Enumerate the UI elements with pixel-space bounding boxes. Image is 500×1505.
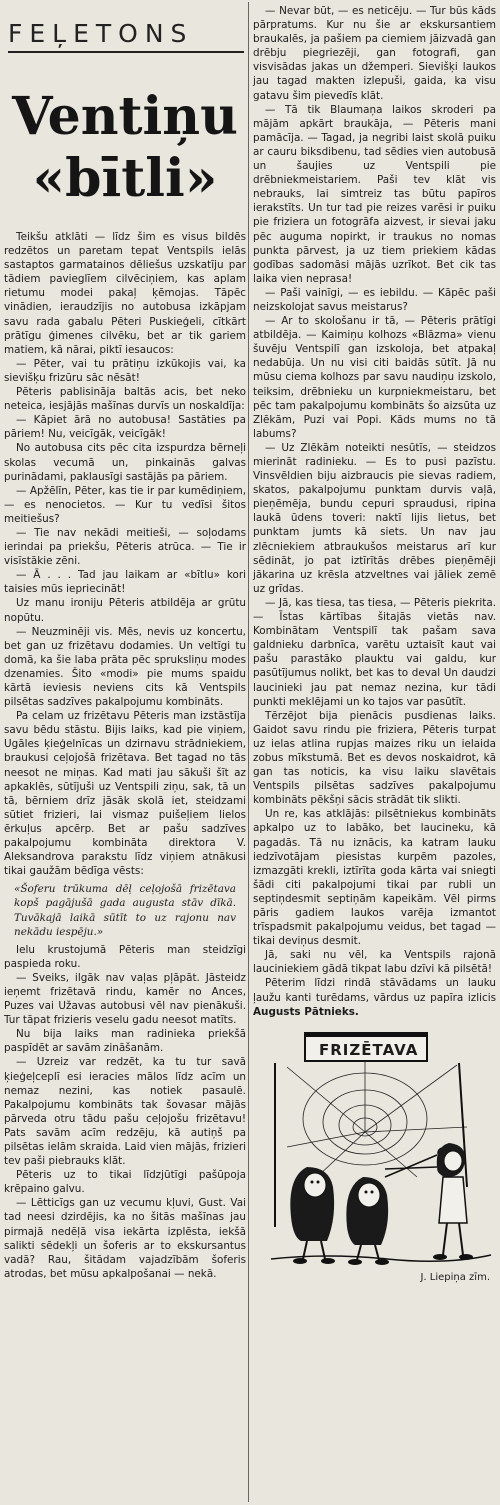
paragraph: Jā, saki nu vēl, ka Ventspils rajonā lauciniekiem gādā tikpat labu dzīvi kā pilsētā! <box>253 949 496 976</box>
paragraph: — Sveiks, ilgāk nav vaļas pļāpāt. Jāsteidz ieņemt frizētavā rindu, kamēr no Ances, Puzes vai Užavas autobusi vēl nav pienākuši. Tur tāpat frizieris veselu gadu neesot matīts. <box>4 971 246 1027</box>
paragraph: — Tā tik Blaumaņa laikos skroderi pa mājām apkārt braukāja, — Pēteris mani pamācīja. — Tagad, ja negribi laist skolā puiku ar cauru biksdibenu, tad sēdies vien autobusā un šaujies uz Ventspili pie drēbniekmeistariem. Paši tev klāt vis nebrauks, lai simtreiz tas būtu papīros ierakstīts. Un tur tad pie reizes varēsi ir puiku pie friziera un fotogrāfa aizvest, ir sievai jaku pēc auguma nopirkt, ir traukus no nomas punkta pārvest, ja uz tiem priekiem kādas godības sadomāsi mājās uzrīkot. Bet cik tas laika vien neprasa! <box>253 103 496 285</box>
headline-line-1: Ventiņu <box>12 86 238 147</box>
column-divider <box>248 2 249 1502</box>
paragraph: Uz manu ironiju Pēteris atbildēja ar grūtu nopūtu. <box>4 597 246 624</box>
quoted-letter: «Šoferu trūkuma dēļ ceļojošā frizētava kopš pagājušā gada augusta stāv dīkā. Tuvākajā laikā sūtīt to uz rajonu nav nekādu iespēju.» <box>14 883 236 938</box>
cartoon-sign: FRIZĒTAVA <box>319 1040 419 1059</box>
rubric-rule <box>8 51 244 53</box>
cartoon-drawing <box>267 1027 493 1270</box>
paragraph: — Uz Zlēkām noteikti nesūtīs, — steidzos mierināt radinieku. — Es to pusi pazīstu. Vinsvēldien biju aizbraucis pie sievas radiem, skatos, pakalpojumu punktam durvis vaļā, pieņēmēja, bundu cepuri spraudusi, ripina laukā ūdens toveri: naktī lijis lietus, bet punktam jumts kā siets. Un nav jau zlēcniekiem atbraukušos meistarus arī kur sēdināt, jo pat iztīrītās drēbes pieņēmēji jākarina uz krēsla atzveltnes vai jāliek zemē uz grīdas. <box>253 441 496 595</box>
paragraph: No autobusa cits pēc cita izspurdza bērneļi skolas vecumā un, pinkainās galvas purinādami, paklausīgi sastājās pa pāriem. <box>4 442 246 483</box>
paragraph: — Nevar būt, — es neticēju. — Tur būs kāds pārpratums. Kur nu šie ar ekskursantiem braukalēs, ja pašiem pa ciemiem jāizvadā gan drēbju piegriezēji, gan fotografi, gan visvisādas jakas un džemperi. Sievišķi laukos jau tagad makten izlepuši, gaida, ka visu gatavu šim pievedīs klāt. <box>253 5 496 102</box>
paragraph: — Ā . . . Tad jau laikam ar «bītlu» kori taisies mūs iepriecināt! <box>4 569 246 596</box>
paragraph: — Ar to skološanu ir tā, — Pēteris prātīgi atbildēja. — Kaimiņu kolhozs «Blāzma» vienu šuvēju Ventspilī gan izskoloja, bet atpakaļ nedabūja. Un nu visi citi baidās sūtīt. Jā nu mūsu ciema kolhozs par savu naudiņu izskolo, teiksim, drēbnieku un kurpniekmeistaru, bet pēc tam pakalpojumu kombināts šo aizsūta uz Zlēkām, Puzi vai Popi. Kāds mums no tā labums? <box>253 315 496 440</box>
paragraph: Ielu krustojumā Pēteris man steidzīgi paspieda roku. <box>4 943 246 970</box>
paragraph: Pēteris pablisināja baltās acis, bet neko neteica, iesjājās mašīnas durvīs un noskaldīja: <box>4 386 246 413</box>
section-rubric: FEĻETONS <box>8 19 194 48</box>
headline-line-2: «bītli» <box>32 148 218 209</box>
cartoon-illustration <box>267 1027 493 1270</box>
paragraph: — Uzreiz var redzēt, ka tu tur savā ķieģeļceplī esi ieracies mālos līdz acīm un nemaz nezini, kas notiek pasaulē. Pakalpojumu kombināts tak šovasar mājās pārveda otru tādu pašu ceļojošu frizētavu! Pats savām acīm redzēju, kā autiņš pa pilsētas ielām skraida. Laid vien mājās, frizieri tev paši piebrauks klāt. <box>4 1056 246 1168</box>
paragraph: — Lētticīgs gan uz vecumu kļuvi, Gust. Vai tad neesi dzirdējis, ka no šitās mašīnas jau pirmajā nedēļā visa iekārta izplēsta, iekšā salikti sēdekļi un šoferis ar to ekskursantus vadā? Rau, šitādam vajadzībām šoferis atrodas, bet mūsu apkalpošanai — nekā. <box>4 1197 246 1280</box>
paragraph: Pēteris uz to tikai līdzjūtīgi pašūpoja krēpaino galvu. <box>4 1169 246 1196</box>
paragraph: Pa celam uz frizētavu Pēteris man izstāstīja savu bēdu stāstu. Bijis laiks, kad pie viņiem, Ugāles ķieģelnīcas un dzirnavu strādniekiem, braukusi ceļojošā frizētava. Bet tagad no tās neesot ne miņas. Kad mati jau sākuši šīt az apkaklēs, sūtījuši uz Ventspili ziņu, sak, tā un tā, bērniem drīz jāsāk skolā iet, steidzami sūtiet frizieri, lai vismaz puišeļiem lielos ērkuļus apcērp. Bet ar pašu sadzīves pakalpojumu kombināta direktora V. Aleksandrova parakstu līdz viņiem atnākusi tikai gaužām bēdīga vēsts: <box>4 710 246 878</box>
left-column <box>4 0 246 1281</box>
paragraph: — Apžēlīn, Pēter, kas tie ir par kumēdiņiem, — es nenocietos. — Kur tu vedīsi šitos meitiešus? <box>4 484 246 525</box>
paragraph: — Pēter, vai tu prātiņu izkūkojis vai, ka sievišķu frizūru sāc nēsāt! <box>4 357 246 384</box>
paragraph: Un re, kas atklājās: pilsētniekus kombināts apkalpo uz to labāko, bet laucineku, kā pagadās. Tā nu iznācis, ka katram lauku iedzīvotājam piesistas kurpēm pazoles, izmazgāti krekli, iztīrīta goda kārta vai sniegti šādi citi pakalpojumi tikai par rubli un septiņdesmit septiņām kapeikām. Vēl pirms pāris gadiem laukos varēja izmantot trīspadsmit pakalpojumu veidus, bet tagad — tikai deviņus desmit. <box>253 808 496 948</box>
paragraph: Tērzējot bija pienācis pusdienas laiks. Gaidot savu rindu pie friziera, Pēteris turpat uz ielas atlina rupjas maizes riku un ielaida zobus mīkstumā. Bet es devos noskaidrot, kā gan tas noticis, ka visu laiku slavētais Ventspils pilsētas sadzīves pakalpojumu kombināts pēkšņi sācis strādāt tik slikti. <box>253 709 496 807</box>
article-body-left <box>4 230 246 1281</box>
paragraph: Teikšu atklāti — līdz šim es visus bildēs redzētos un paretam tepat Ventspils ielās sastaptos garmatainos dēliešus uzskatīju par tādiem pavieglīem cilvēciņiem, kas aplam rietumu modei pakaļ ķēmojas. Tāpēc vinādien, ieraudzījis no autobusa izkāpjam savu rada gabalu Pēteri Puskieģeli, cītkārt prātīgu ģimenes cilvēku, bet ar tik gariem matiem, kā nārai, piktī iesaucos: <box>4 231 246 356</box>
paragraph: Nu bija laiks man radiniekа priekšā paspīdēt ar savām zināšanām. <box>4 1028 246 1055</box>
closing-lead: Pēterim līdzi rindā stāvādams un lauku ļaužu kanti turēdams, vārdus uz papīra izlicis <box>253 977 496 1004</box>
paragraph: — Kāpiet ārā no autobusa! Sastāties pa pāriem! Nu, veicīgāk, veicīgāk! <box>4 414 246 441</box>
paragraph: — Paši vainīgi, — es iebildu. — Kāpēc paši neizskolojat savus meistarus? <box>253 286 496 313</box>
author-byline: Augusts Pātnieks. <box>253 1005 359 1018</box>
illustration-credit: J. Liepiņa zīm. <box>420 1271 490 1283</box>
paragraph: — Neuzminēji vis. Mēs, nevis uz koncertu, bet gan uz frizētavu dodamies. Un veltīgi tu domā, ka šie laba prāta pēc spruksliņu modes dzenamies. Šito «modi» pie mums spaidu kārtā ieviesis neviens cits kā Ventspils pilsētas sadzīves pakalpojumu kombināts. <box>4 625 246 709</box>
headline <box>4 86 246 210</box>
paragraph: — Tie nav nekādi meitieši, — soļodams ierindai pa priekšu, Pēteris atrūca. — Tie ir visīstākie zēni. <box>4 526 246 568</box>
right-column <box>253 4 496 1283</box>
article-body-right <box>253 4 496 1019</box>
paragraph: — Jā, kas tiesa, tas tiesa, — Pēteris piekrita. — Īstas kārtības šitajās vietās nav. Kombinātam Ventspilī tak pašam savа galdnieku darbnīca, varētu uztaisīt kaut vai pašu parastāko plauktu vai galdu, kur pasūtījumus nolikt, bet kas to deval Un daudzi lauciniеki jau pat nemaz nezina, kur tādi punkti meklējami un ko tajos var pasūtīt. <box>253 596 496 708</box>
closing-paragraph <box>253 976 496 1018</box>
